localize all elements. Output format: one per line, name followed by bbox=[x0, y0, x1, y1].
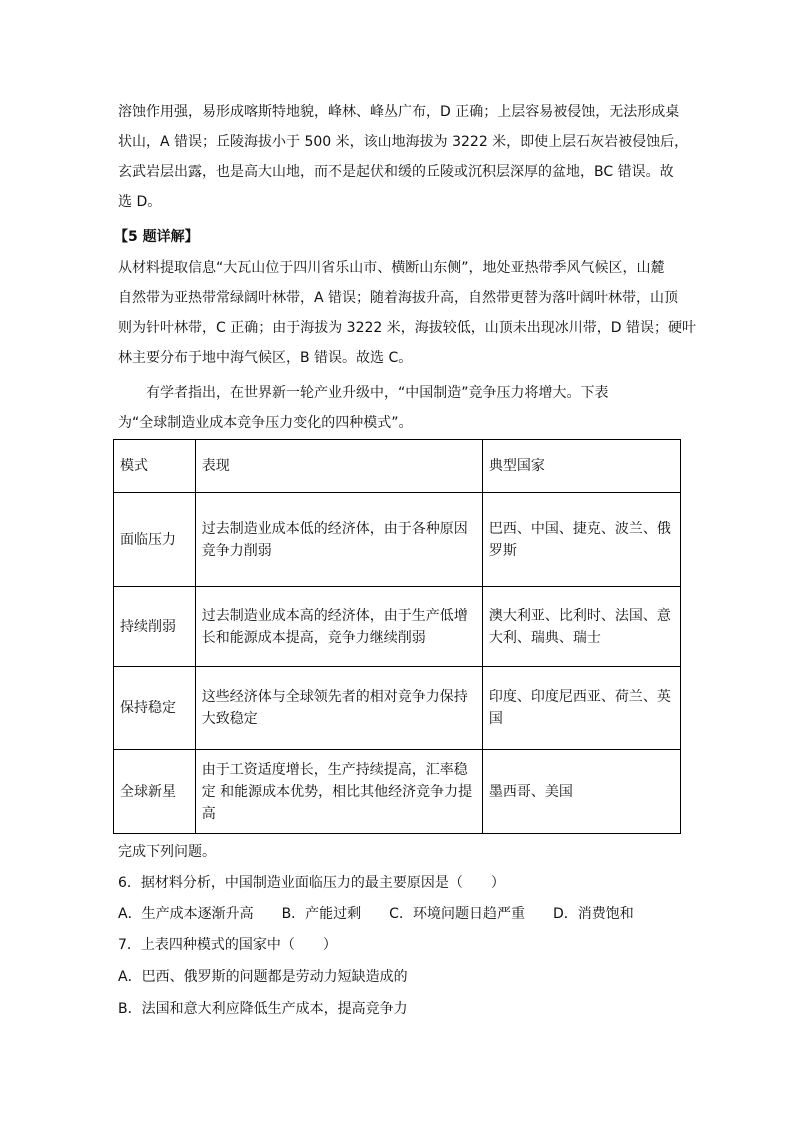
performance-cell: 由于工资适度增长，生产持续提高，汇率稳定 和能源成本优势，相比其他经济竞争力提高 bbox=[195, 750, 482, 834]
competition-pattern-table bbox=[113, 439, 681, 834]
table-header-row bbox=[114, 440, 681, 493]
performance-cell: 这些经济体与全球领先者的相对竞争力保持大致稳定 bbox=[195, 667, 482, 750]
text-line: 状山，A 错误；丘陵海拔小于 500 米，该山地海拔为 3222 米，即使上层石灰岩被侵蚀后， bbox=[118, 134, 689, 150]
countries-cell: 墨西哥、美国 bbox=[482, 750, 680, 834]
header-cell: 典型国家 bbox=[482, 440, 680, 493]
instruction: 完成下列问题。 bbox=[118, 844, 216, 860]
text-line: 有学者指出，在世界新一轮产业升级中，“中国制造”竞争压力将增大。下表 bbox=[146, 385, 609, 401]
text-line: 从材料提取信息“大瓦山位于四川省乐山市、横断山东侧”，地处亚热带季风气候区，山麓 bbox=[118, 260, 665, 276]
section-title: 【5 题详解】 bbox=[114, 229, 199, 245]
option-b: B．法国和意大利应降低生产成本，提高竞争力 bbox=[118, 1001, 408, 1017]
table-row bbox=[114, 667, 681, 750]
header-cell: 表现 bbox=[195, 440, 482, 493]
text-line: 选 D。 bbox=[118, 194, 162, 210]
countries-cell: 巴西、中国、捷克、波兰、俄罗斯 bbox=[482, 493, 680, 587]
text-line: 林主要分布于地中海气候区，B 错误。故选 C。 bbox=[118, 350, 413, 366]
mode-cell: 面临压力 bbox=[114, 493, 196, 587]
option-a: A．巴西、俄罗斯的问题都是劳动力短缺造成的 bbox=[118, 969, 408, 985]
table-row bbox=[114, 493, 681, 587]
table-row bbox=[114, 587, 681, 667]
text-line: 玄武岩层出露，也是高大山地，而不是起伏和缓的丘陵或沉积层深厚的盆地，BC 错误。故 bbox=[118, 164, 674, 180]
text-line: 自然带为亚热带常绿阔叶林带，A 错误；随着海拔升高，自然带更替为落叶阔叶林带，山顶 bbox=[118, 290, 679, 306]
performance-cell: 过去制造业成本低的经济体，由于各种原因竞争力削弱 bbox=[195, 493, 482, 587]
text-line: 则为针叶林带，C 正确；由于海拔为 3222 米，海拔较低，山顶未出现冰川带，D 错误；硬叶 bbox=[118, 320, 696, 336]
header-cell: 模式 bbox=[114, 440, 196, 493]
performance-cell: 过去制造业成本高的经济体，由于生产低增长和能源成本提高，竞争力继续削弱 bbox=[195, 587, 482, 667]
text-line: 为“全球制造业成本竞争压力变化的四种模式”。 bbox=[118, 415, 413, 431]
mode-cell: 保持稳定 bbox=[114, 667, 196, 750]
countries-cell: 印度、印度尼西亚、荷兰、英国 bbox=[482, 667, 680, 750]
countries-cell: 澳大利亚、比利时、法国、意大利、瑞典、瑞士 bbox=[482, 587, 680, 667]
question-stem: 7．上表四种模式的国家中（ ） bbox=[118, 937, 337, 953]
text-line: 溶蚀作用强，易形成喀斯特地貌，峰林、峰丛广布，D 正确；上层容易被侵蚀，无法形成桌 bbox=[118, 104, 680, 120]
question-stem: 6．据材料分析，中国制造业面临压力的最主要原因是（ ） bbox=[118, 875, 505, 891]
mode-cell: 持续削弱 bbox=[114, 587, 196, 667]
mode-cell: 全球新星 bbox=[114, 750, 196, 834]
question-options: A．生产成本逐渐升高 B．产能过剩 C．环境问题日趋严重 D．消费饱和 bbox=[118, 906, 634, 922]
table-row bbox=[114, 750, 681, 834]
